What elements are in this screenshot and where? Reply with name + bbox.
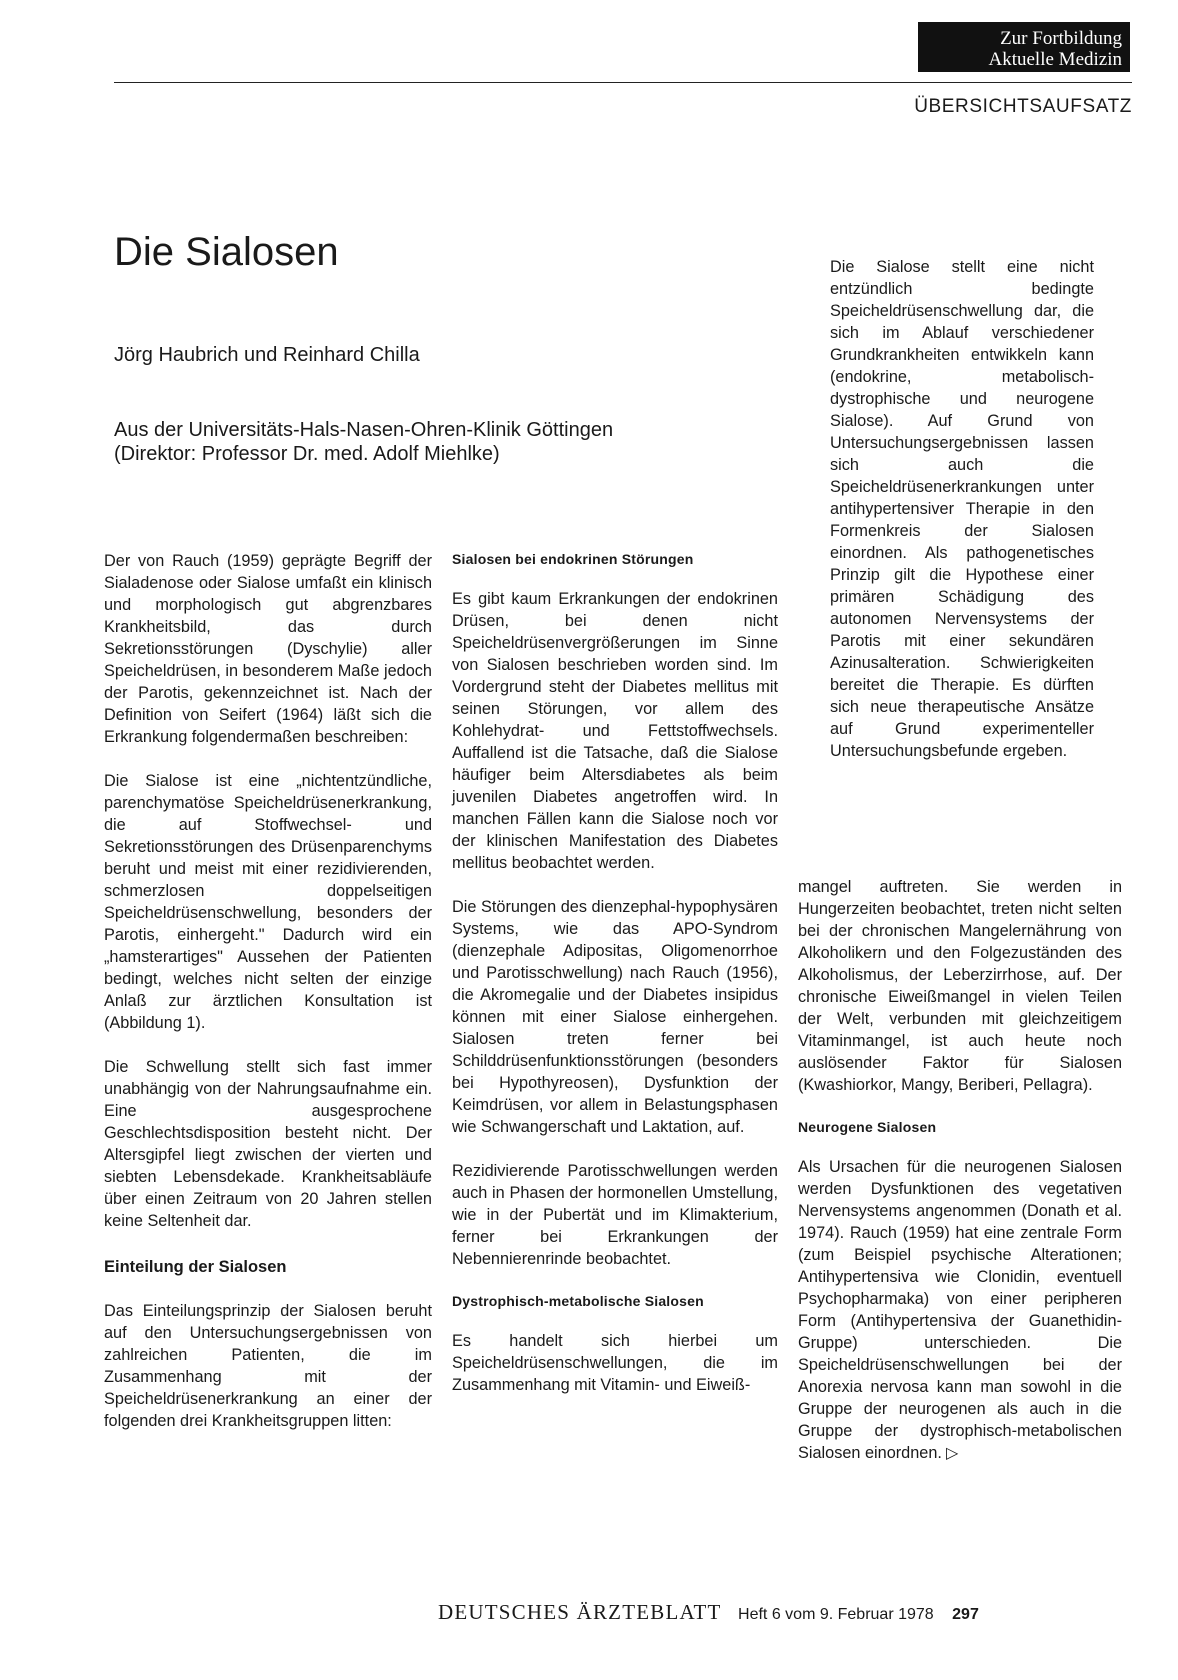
issue-info: Heft 6 vom 9. Februar 1978	[738, 1606, 934, 1623]
abstract-paragraph: Die Sialose stellt eine nicht entzündlich bedingte Speicheldrüsenschwellung dar, die sich im Ablauf verschiedener Grundkrankheiten entwikkeln kann (endokrine, metabolisch-dystrophische und neurogene Sialose). Auf Grund von Untersuchungsergebnissen lassen sich auch die Speicheldrüsenerkrankungen unter antihypertensiver Therapie in den Formenkreis der Sialosen einordnen. Als pathogenetisches Prinzip gilt die Hypothese einer primären Schädigung des autonomen Nervensystems der Parotis mit einer sekundären Azinusalteration. Schwierigkeiten bereitet die Therapie. Es dürften sich neue therapeutische Ansätze auf Grund experimenteller Untersuchungsbefunde ergeben.	[830, 258, 1094, 760]
paragraph-intro: Der von Rauch (1959) geprägte Begriff der Sialadenose oder Sialose umfaßt ein klinisch und morphologisch gut abgrenzbares Krankheitsbild, das durch Sekretionsstörungen (Dyschylie) aller Speicheldrüsen, in besonderem Maße jedoch der Parotis, gekennzeichnet ist. Nach der Definition von Seifert (1964) läßt sich die Erkrankung folgendermaßen beschreiben:	[104, 552, 432, 746]
heading-einteilung: Einteilung der Sialosen	[104, 1258, 287, 1276]
article-affiliation	[114, 418, 613, 466]
badge-line-medizin: Aktuelle Medizin	[988, 49, 1122, 70]
text-column-1	[104, 550, 432, 1454]
paragraph-einteilung: Das Einteilungsprinzip der Sialosen beruht auf den Untersuchungsergebnissen von zahlreichen Patienten, die im Zusammenhang mit der Speicheldrüsenerkrankung an einer der folgenden drei Krankheitsgruppen litten:	[104, 1302, 432, 1430]
article-authors: Jörg Haubrich und Reinhard Chilla	[114, 344, 420, 366]
paragraph-endokrin-1: Es gibt kaum Erkrankungen der endokrinen Drüsen, bei denen nicht Speicheldrüsenvergrößerungen im Sinne von Sialosen beschrieben worden sind. Im Vordergrund steht der Diabetes mellitus mit seinen Störungen, vor allem des Kohlehydrat- und Fettstoffwechsels. Auffallend ist die Tatsache, daß die Sialose häufiger beim Altersdiabetes als beim juvenilen Diabetes angetroffen wird. In manchen Fällen kann die Sialose noch vor der klinischen Manifestation des Diabetes mellitus beobachtet werden.	[452, 590, 778, 872]
badge-line-fortbildung: Zur Fortbildung	[1000, 28, 1122, 49]
text-column-2	[452, 550, 778, 1418]
affiliation-line-clinic: Aus der Universitäts-Hals-Nasen-Ohren-Klinik Göttingen	[114, 419, 614, 441]
paragraph-swelling: Die Schwellung stellt sich fast immer unabhängig von der Nahrungsaufnahme ein. Eine ausgesprochene Geschlechtsdisposition besteht nicht. Der Altersgipfel liegt zwischen der vierten und siebten Lebensdekade. Krankheitsabläufe über einen Zeitraum von 20 Jahren stellen keine Seltenheit dar.	[104, 1058, 432, 1230]
header-rule	[114, 82, 1132, 83]
heading-endokrin: Sialosen bei endokrinen Störungen	[452, 551, 694, 567]
page-number: 297	[952, 1606, 979, 1623]
paragraph-endokrin-3: Rezidivierende Parotisschwellungen werden auch in Phasen der hormonellen Umstellung, wie in der Pubertät und im Klimakterium, ferner bei Erkrankungen der Nebennierenrinde beobachtet.	[452, 1162, 778, 1268]
paragraph-definition: Die Sialose ist eine „nichtentzündliche, parenchymatöse Speicheldrüsenerkrankung, die auf Stoffwechsel- und Sekretionsstörungen des Drüsenparenchyms beruht und meist mit einer rezidivierenden, schmerzlosen doppelseitigen Speicheldrüsenschwellung, besonders der Parotis, einhergeht." Dadurch wird ein „hamsterartiges" Aussehen der Patienten bedingt, welches nicht selten der einzige Anlaß zur ärztlichen Konsultation ist (Abbildung 1).	[104, 772, 432, 1032]
continue-arrow-icon: ▷	[945, 1445, 959, 1462]
affiliation-line-director: (Direktor: Professor Dr. med. Adolf Miehlke)	[114, 443, 500, 465]
text-column-3	[798, 876, 1122, 1487]
abstract-column	[830, 256, 1094, 784]
category-badge	[918, 22, 1130, 72]
page-footer	[438, 1600, 979, 1625]
article-title: Die Sialosen	[114, 230, 339, 274]
heading-dystrophisch: Dystrophisch-metabolische Sialosen	[452, 1293, 704, 1309]
paragraph-dystrophisch: Es handelt sich hierbei um Speicheldrüsenschwellungen, die im Zusammenhang mit Vitamin- und Eiweiß-	[452, 1332, 778, 1394]
paragraph-endokrin-2: Die Störungen des dienzephal-hypophysären Systems, wie das APO-Syndrom (dienzephale Adipositas, Oligomenorrhoe und Parotisschwellung) nach Rauch (1956), die Akromegalie und der Diabetes insipidus können mit einer Sialose einhergehen. Sialosen treten ferner bei Schilddrüsenfunktionsstörungen (besonders bei Hypothyreosen), Dysfunktion der Keimdrüsen, vor allem in Belastungsphasen wie Schwangerschaft und Laktation, auf.	[452, 898, 778, 1136]
paragraph-mangel: mangel auftreten. Sie werden in Hungerzeiten beobachtet, treten nicht selten bei der chronischen Mangelernährung von Alkoholikern und den Folgezuständen des Alkoholismus, der Leberzirrhose, auf. Der chronische Eiweißmangel in vielen Teilen der Welt, verbunden mit gleichzeitigem Vitaminmangel, ist auch heute noch auslösender Faktor für Sialosen (Kwashiorkor, Mangy, Beriberi, Pellagra).	[798, 878, 1122, 1094]
heading-neurogen: Neurogene Sialosen	[798, 1119, 937, 1135]
journal-name: DEUTSCHES ÄRZTEBLATT	[438, 1600, 722, 1624]
paragraph-neurogen-text: Als Ursachen für die neurogenen Sialosen werden Dysfunktionen des vegetativen Nervensystems angenommen (Donath et al. 1974). Rauch (1959) hat eine zentrale Form (zum Beispiel psychische Alterationen; Antihypertensiva wie Clonidin, eventuell Psychopharmaka) von einer peripheren Form (Antihypertensiva der Guanethidin-Gruppe) unterschieden. Die Speicheldrüsenschwellungen bei der Anorexia nervosa kann man sowohl in die Gruppe der neurogenen als auch in die Gruppe der dystrophisch-metabolischen Sialosen einordnen.	[798, 1158, 1122, 1462]
paragraph-neurogen	[798, 1156, 1122, 1465]
section-label: ÜBERSICHTSAUFSATZ	[914, 96, 1132, 117]
